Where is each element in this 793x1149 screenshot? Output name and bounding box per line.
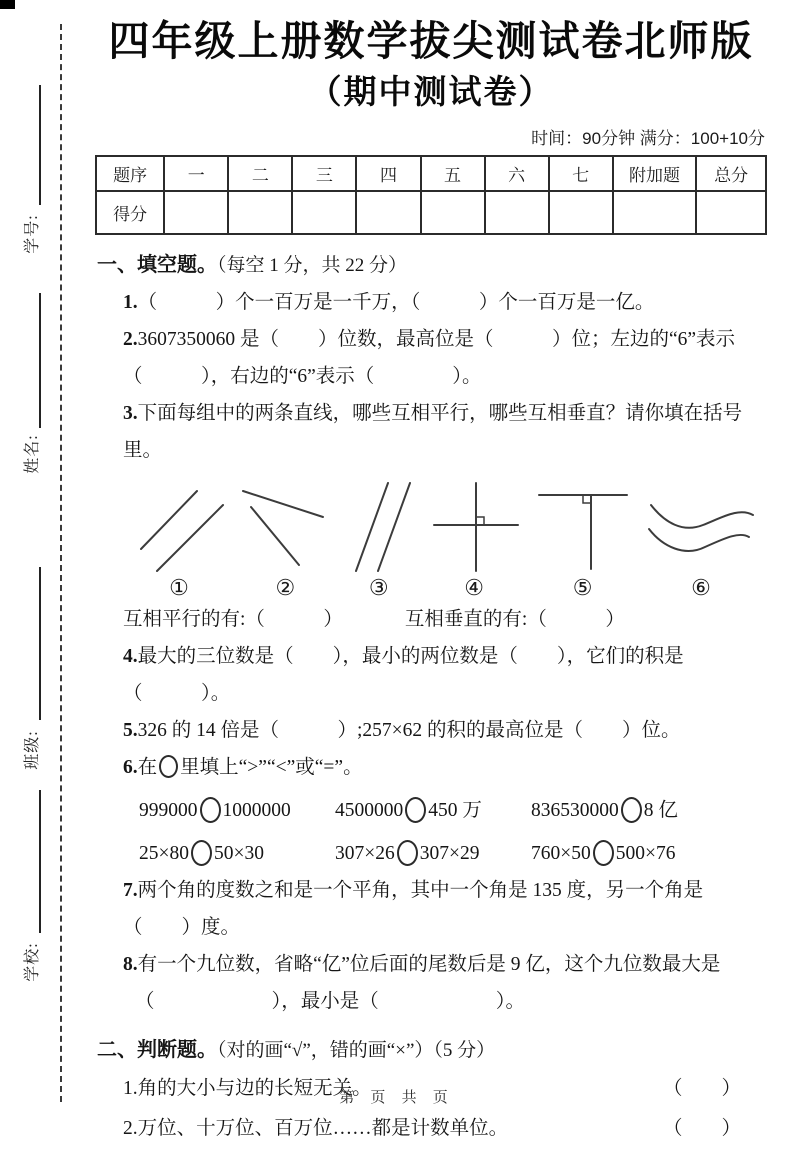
question-8-continuation: （ ），最小是（ ）。 xyxy=(135,991,526,1013)
score-cell-empty xyxy=(164,191,228,234)
student-school-label: 学校: xyxy=(23,942,41,982)
question-3: 3.下面每组中的两条直线，哪些互相平行，哪些互相垂直？请你填在括号里。 xyxy=(123,403,743,462)
time-and-score-info: 时间：90分钟 满分：100+10分 xyxy=(531,129,765,149)
score-table xyxy=(95,155,767,235)
comparison-circle-icon xyxy=(397,840,418,866)
score-table-header-row xyxy=(96,156,766,191)
student-name-write-line xyxy=(39,293,41,428)
page-subtitle: （期中测试卷） xyxy=(308,73,554,111)
exam-paper xyxy=(95,16,767,1149)
wavy-curves-figure xyxy=(645,481,757,573)
score-row-label: 得分 xyxy=(96,191,164,234)
diverging-angle-lines-figure xyxy=(241,481,329,573)
student-id-write-line xyxy=(39,85,41,205)
comparison-circle-icon xyxy=(593,840,614,866)
judgment-item-2: 2.万位、十万位、百万位……都是计数单位。 （ ） xyxy=(123,1109,767,1149)
figure-label-3: ③ xyxy=(368,575,389,601)
question-5: 5.326 的 14 倍是（ ）;257×62 的积的最高位是（ ）位。 xyxy=(123,720,681,742)
score-table-header-cell: 一 xyxy=(164,156,228,191)
comparison-item: 4500000 450 万 xyxy=(335,792,531,829)
score-table-header-cell: 七 xyxy=(549,156,613,191)
comparison-item: 25×80 50×30 xyxy=(139,835,335,872)
section-1-note: （每空 1 分，共 22 分） xyxy=(217,255,408,277)
comparison-circle-icon xyxy=(200,797,221,823)
parallel-slanted-lines-figure xyxy=(133,481,225,573)
perpendicular-answer-blank: 互相垂直的有:（ ） xyxy=(404,609,625,631)
score-table-header-cell: 三 xyxy=(292,156,356,191)
judgment-item-1: 1.角的大小与边的长短无关。 （ ） xyxy=(123,1069,767,1109)
figure-label-5: ⑤ xyxy=(572,575,593,601)
comparison-circle-icon xyxy=(621,797,642,823)
scan-corner-mark xyxy=(0,0,15,9)
margin-dashed-line xyxy=(60,24,62,1102)
score-table-header-cell: 总分 xyxy=(696,156,766,191)
comparison-circle-icon xyxy=(159,755,178,778)
score-cell-empty xyxy=(292,191,356,234)
score-cell-empty xyxy=(696,191,766,234)
page-title: 四年级上册数学拔尖测试卷北师版 xyxy=(108,18,754,64)
section-1-title: 一、填空题。 xyxy=(97,254,217,277)
figure-label-4: ④ xyxy=(464,575,485,601)
question-8: 8.有一个九位数，省略“亿”位后面的尾数后是 9 亿，这个九位数最大是 xyxy=(123,954,721,976)
figure-label-2: ② xyxy=(275,575,296,601)
score-table-header-cell: 题序 xyxy=(96,156,164,191)
question-7: 7.两个角的度数之和是一个平角，其中一个角是 135 度，另一个角是（ ）度。 xyxy=(123,880,704,939)
score-table-score-row xyxy=(96,191,766,234)
question-4: 4.最大的三位数是（ ），最小的两位数是（ ），它们的积是（ ）。 xyxy=(123,646,684,705)
student-class-label: 班级: xyxy=(23,730,41,770)
student-id-label: 学号: xyxy=(23,214,41,254)
section-1-heading xyxy=(97,247,767,284)
score-cell-empty xyxy=(485,191,549,234)
score-table-header-cell: 四 xyxy=(356,156,420,191)
comparison-circle-icon xyxy=(191,840,212,866)
question-6: 6.在 里填上“>”“<”或“=”。 xyxy=(123,757,363,779)
figure-label-1: ① xyxy=(169,575,189,601)
score-cell-empty xyxy=(356,191,420,234)
parallel-answer-blank: 互相平行的有:（ ） xyxy=(123,609,343,631)
student-name-label: 姓名: xyxy=(23,434,41,474)
judgment-answer-blank: （ ） xyxy=(662,1118,741,1140)
comparison-circle-icon xyxy=(405,797,426,823)
question-1: 1.（ ）个一百万是一千万，（ ）个一百万是一亿。 xyxy=(123,292,655,314)
comparison-item: 836530000 8 亿 xyxy=(531,792,678,829)
comparison-row-1 xyxy=(139,792,767,829)
student-school-write-line xyxy=(39,790,41,933)
comparison-item: 760×50 500×76 xyxy=(531,835,676,872)
score-cell-empty xyxy=(421,191,485,234)
page-footer: 第 页 共 页 xyxy=(339,1089,454,1106)
section-2-note: （对的画“√”，错的画“×”）（5 分） xyxy=(217,1040,496,1062)
question-3-figure-labels xyxy=(133,575,757,601)
score-cell-empty xyxy=(228,191,292,234)
question-2: 2.3607350060 是（ ）位数，最高位是（ ）位；左边的“6”表示（ ），右边的“6”表示（ ）。 xyxy=(123,329,736,388)
perpendicular-cross-lines-figure xyxy=(428,481,520,573)
parallel-steep-lines-figure xyxy=(346,481,412,573)
score-table-header-cell: 附加题 xyxy=(613,156,697,191)
score-cell-empty xyxy=(613,191,697,234)
student-class-write-line xyxy=(39,567,41,720)
section-2-heading xyxy=(97,1032,767,1069)
question-3-answers xyxy=(123,601,767,638)
score-cell-empty xyxy=(549,191,613,234)
figure-label-6: ⑥ xyxy=(691,575,711,601)
question-3-figures xyxy=(133,477,757,573)
judgment-answer-blank: （ ） xyxy=(662,1078,741,1100)
score-table-header-cell: 六 xyxy=(485,156,549,191)
comparison-row-2 xyxy=(139,835,767,872)
perpendicular-t-lines-figure xyxy=(537,481,629,573)
comparison-item: 999000 1000000 xyxy=(139,792,335,829)
score-table-header-cell: 五 xyxy=(421,156,485,191)
score-table-header-cell: 二 xyxy=(228,156,292,191)
comparison-item: 307×26 307×29 xyxy=(335,835,531,872)
section-2-title: 二、判断题。 xyxy=(97,1039,217,1062)
